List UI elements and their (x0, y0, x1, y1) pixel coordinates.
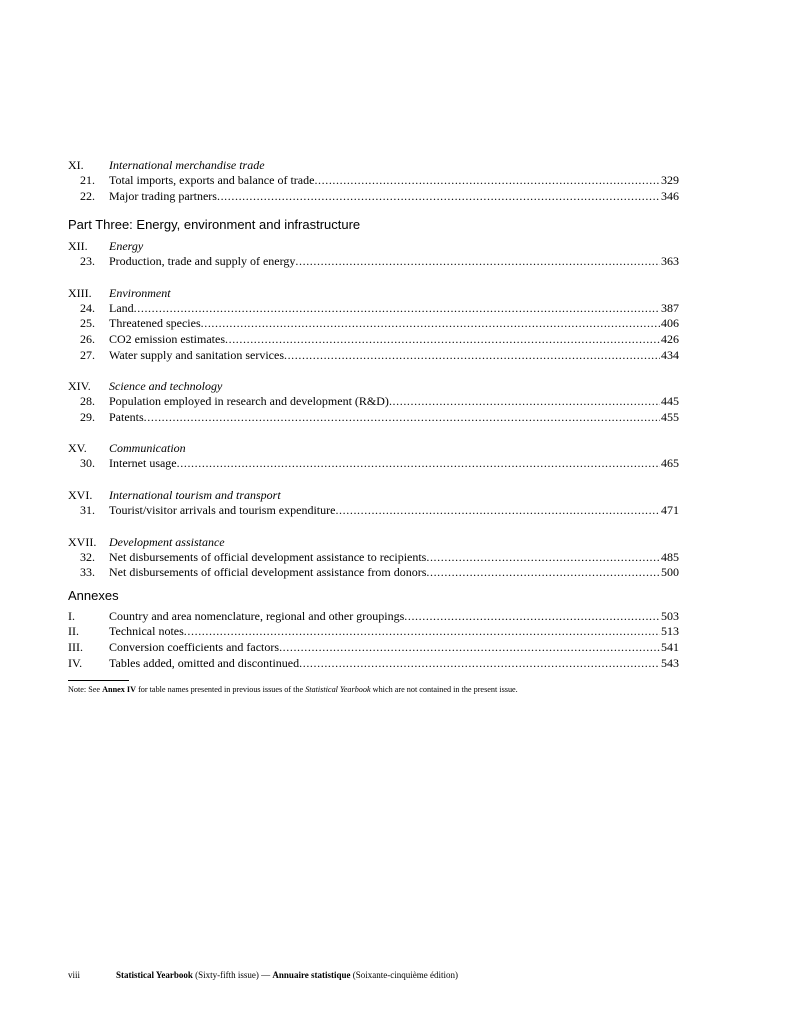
entry-number: I. (68, 608, 75, 623)
annex-row (68, 609, 679, 625)
entry-body (109, 348, 679, 364)
dot-leader (134, 301, 660, 317)
section-number: XV. (68, 441, 87, 456)
entry-number: 26. (80, 331, 95, 346)
entry-title: CO2 emission estimates (109, 331, 225, 346)
dot-leader (284, 348, 660, 364)
dot-leader (201, 316, 660, 332)
section-spacer (68, 425, 679, 440)
entry-body (109, 301, 679, 317)
entry-body (109, 640, 679, 656)
section-spacer (68, 472, 679, 487)
entry-number: 22. (80, 188, 95, 203)
entry-page-number: 485 (661, 549, 679, 564)
annex-row (68, 640, 679, 656)
section-title: Energy (109, 239, 144, 254)
dot-leader (426, 550, 660, 566)
entry-number: 25. (80, 316, 95, 331)
entry-title: Population employed in research and development (R&D) (109, 394, 389, 409)
entry-title: Patents (109, 409, 144, 424)
entry-page-number: 465 (661, 456, 679, 471)
note-prefix: Note: See (68, 685, 103, 695)
entry-number: 24. (80, 300, 95, 315)
page-footer (68, 970, 458, 980)
dot-leader (184, 624, 660, 640)
entry-number: 31. (80, 502, 95, 517)
entry-body (109, 550, 679, 566)
footnote (68, 684, 679, 696)
note-suffix: which are not contained in the present issue. (370, 685, 518, 695)
section-number: XIV. (68, 379, 91, 394)
dot-leader (426, 565, 660, 581)
entry-page-number: 445 (661, 394, 679, 409)
entry-title: Country and area nomenclature, regional and other groupings (109, 608, 405, 623)
entry-title: Water supply and sanitation services (109, 347, 284, 362)
section-number: XI. (68, 158, 84, 172)
entry-number: 32. (80, 549, 95, 564)
entry-page-number: 500 (661, 565, 679, 580)
annexes-list (68, 609, 679, 671)
entry-body (109, 656, 679, 672)
section-number: XIII. (68, 285, 92, 300)
part-three-title: Part Three: Energy, environment and infrastructure (68, 217, 361, 233)
entry-number: 27. (80, 347, 95, 362)
note-bold: Annex IV (102, 685, 137, 695)
entry-number: 21. (80, 173, 95, 187)
section-number: XVI. (68, 487, 93, 502)
section-title: Development assistance (109, 534, 225, 549)
toc-entry (68, 332, 679, 348)
entry-page-number: 471 (661, 502, 679, 517)
entry-number: IV. (68, 655, 83, 670)
dot-leader (177, 456, 660, 472)
section-spacer (68, 519, 679, 534)
section-spacer (68, 363, 679, 378)
note-middle: for table names presented in previous issues of the (136, 685, 306, 695)
entry-page-number: 329 (661, 173, 679, 187)
entry-body (109, 456, 679, 472)
dot-leader (389, 394, 660, 410)
toc-entry (68, 316, 679, 332)
toc-entry (68, 394, 679, 410)
section-title: Communication (109, 441, 186, 456)
section-title: International tourism and transport (109, 487, 281, 502)
table-of-contents (68, 157, 679, 696)
dot-leader (404, 609, 660, 625)
toc-entry (68, 456, 679, 472)
entry-title: Technical notes (109, 624, 184, 639)
entry-page-number: 455 (661, 409, 679, 424)
entry-title: Tourist/visitor arrivals and tourism expenditure (109, 502, 336, 517)
section-heading (68, 157, 679, 173)
section-number: XII. (68, 239, 88, 254)
annex-row (68, 624, 679, 640)
entry-number: III. (68, 639, 83, 654)
entry-title: Conversion coefficients and factors (109, 639, 280, 654)
entry-number: 29. (80, 409, 95, 424)
dot-leader (144, 410, 660, 426)
part-three-sections (68, 238, 679, 581)
entry-title: Production, trade and supply of energy (109, 254, 296, 269)
entry-number: 33. (80, 565, 95, 580)
entry-page-number: 387 (661, 300, 679, 315)
toc-entry (68, 503, 679, 519)
section-heading (68, 238, 679, 254)
section-heading (68, 285, 679, 301)
footer-page-number: viii (68, 970, 81, 980)
entry-title: Internet usage (109, 456, 177, 471)
entry-body (109, 173, 679, 189)
annex-row (68, 656, 679, 672)
dot-leader (225, 332, 660, 348)
entry-body (109, 316, 679, 332)
dot-leader (279, 640, 660, 656)
dot-leader (335, 503, 660, 519)
entry-page-number: 541 (661, 639, 679, 654)
entry-number: 23. (80, 254, 95, 269)
entry-page-number: 363 (661, 254, 679, 269)
footer-title-fr: Annuaire statistique (272, 970, 351, 980)
entry-number: 30. (80, 456, 95, 471)
dot-leader (299, 656, 660, 672)
toc-entry (68, 565, 679, 581)
section-title: Environment (109, 285, 171, 300)
entry-title: Net disbursements of official development assistance to recipients (109, 549, 427, 564)
section-heading (68, 378, 679, 394)
entry-page-number: 346 (661, 188, 679, 203)
section-number: XVII. (68, 534, 97, 549)
entry-title: Major trading partners (109, 188, 217, 203)
entry-page-number: 426 (661, 331, 679, 346)
section-spacer (68, 270, 679, 285)
section-title: Science and technology (109, 379, 223, 394)
part-two-sections (68, 157, 679, 204)
entry-title: Land (109, 300, 134, 315)
entry-body (109, 189, 679, 205)
entry-title: Threatened species (109, 316, 201, 331)
toc-entry (68, 410, 679, 426)
dot-leader (217, 189, 660, 205)
entry-number: 28. (80, 394, 95, 409)
toc-entry (68, 348, 679, 364)
entry-body (109, 565, 679, 581)
entry-number: II. (68, 624, 79, 639)
entry-page-number: 406 (661, 316, 679, 331)
entry-title: Tables added, omitted and discontinued (109, 655, 300, 670)
entry-body (109, 254, 679, 270)
footer-title-en: Statistical Yearbook (116, 970, 193, 980)
toc-entry (68, 301, 679, 317)
section-heading (68, 440, 679, 456)
toc-entry (68, 173, 679, 189)
entry-body (109, 609, 679, 625)
entry-page-number: 434 (661, 347, 679, 362)
section-heading (68, 487, 679, 503)
dot-leader (295, 254, 660, 270)
section-heading (68, 534, 679, 550)
footer-title-fr-rest: (Soixante-cinquième édition) (350, 970, 458, 980)
annexes-title: Annexes (68, 587, 119, 603)
entry-page-number: 543 (661, 655, 679, 670)
note-divider (68, 680, 129, 681)
dot-leader (314, 173, 660, 189)
entry-body (109, 624, 679, 640)
entry-body (109, 410, 679, 426)
toc-entry (68, 254, 679, 270)
entry-body (109, 394, 679, 410)
entry-page-number: 513 (661, 624, 679, 639)
toc-entry (68, 189, 679, 205)
note-italic: Statistical Yearbook (305, 685, 371, 695)
toc-entry (68, 550, 679, 566)
entry-title: Net disbursements of official development assistance from donors (109, 565, 427, 580)
footer-title-en-rest: (Sixty-fifth issue) — (192, 970, 273, 980)
entry-body (109, 503, 679, 519)
entry-page-number: 503 (661, 608, 679, 623)
entry-body (109, 332, 679, 348)
entry-title: Total imports, exports and balance of trade (109, 173, 315, 187)
section-title: International merchandise trade (109, 158, 265, 172)
